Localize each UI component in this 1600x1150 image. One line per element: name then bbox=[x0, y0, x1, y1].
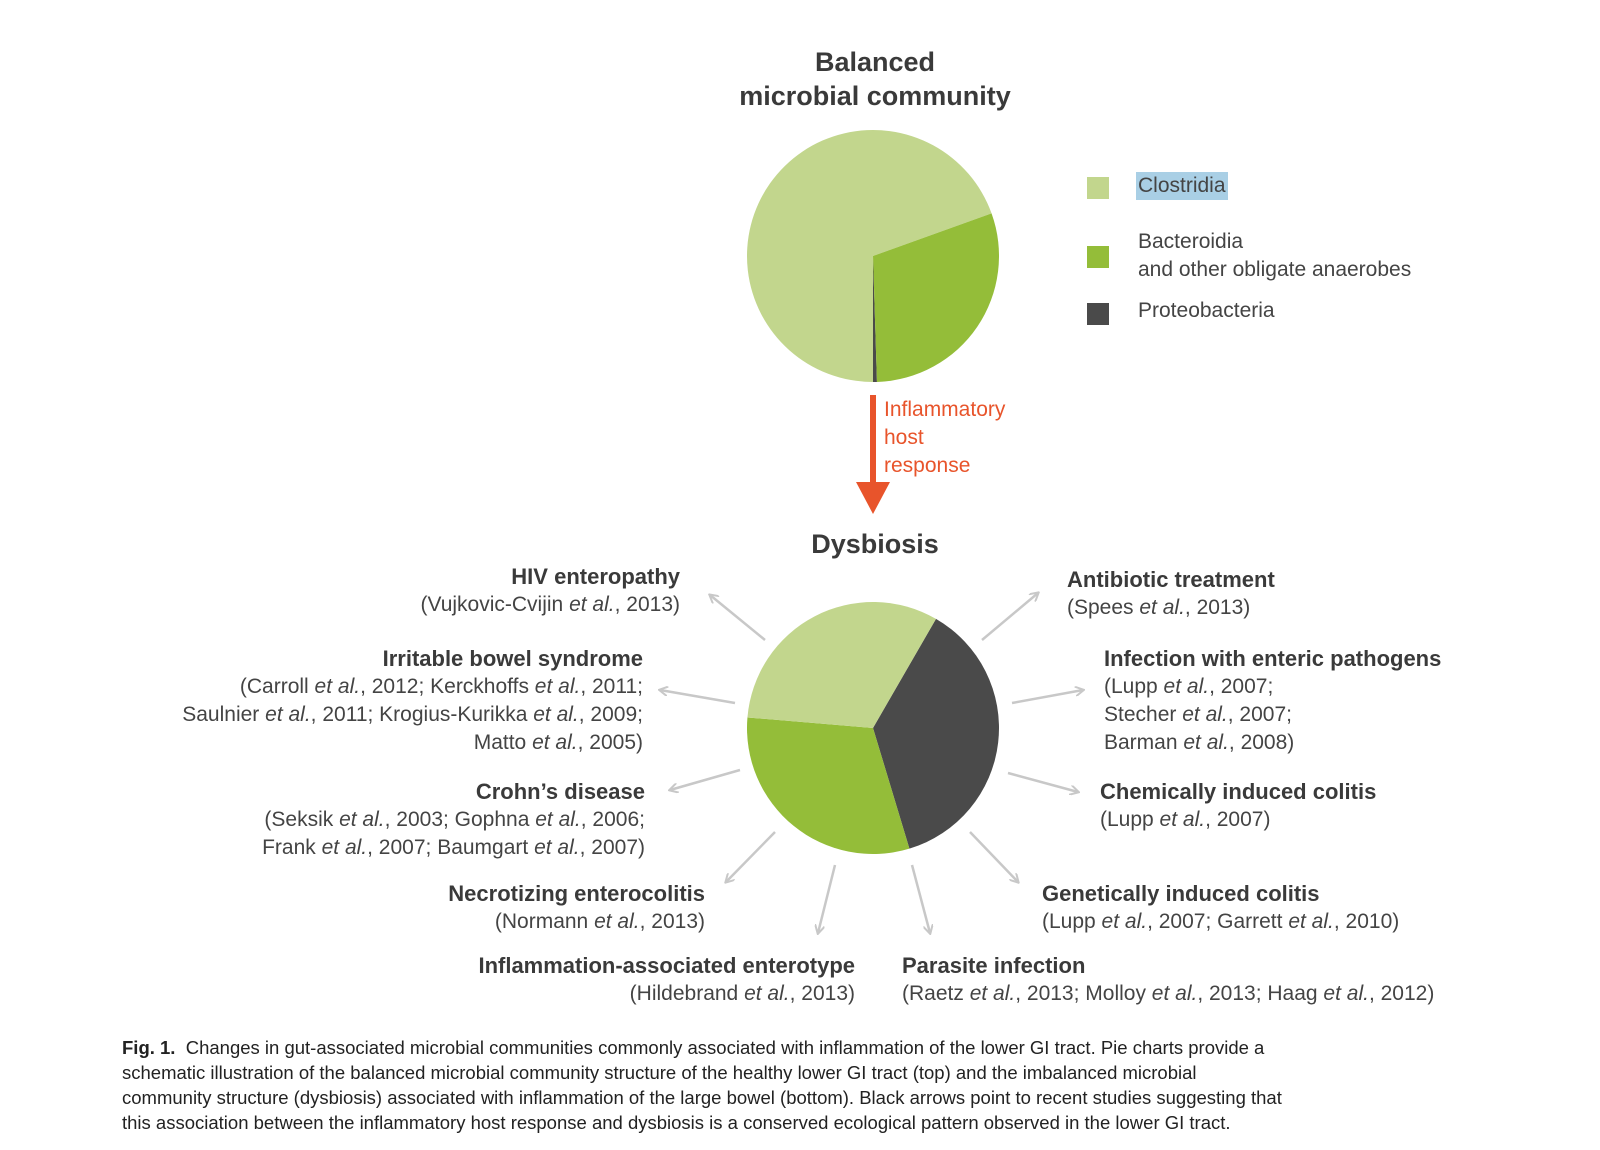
legend-item-bacteroidia bbox=[1087, 230, 1412, 284]
label-crohn bbox=[262, 778, 645, 862]
caption-label: Fig. 1. bbox=[122, 1037, 176, 1058]
legend-label-bacteroidia-line2: and other obligate anaerobes bbox=[1138, 258, 1412, 281]
label-ibs bbox=[182, 645, 643, 757]
legend-label-bacteroidia bbox=[1138, 228, 1411, 284]
ibs-ref-3: Matto et al., 2005) bbox=[473, 731, 643, 754]
arrow-crohn bbox=[670, 770, 740, 790]
legend-label-clostridia: Clostridia bbox=[1136, 172, 1228, 200]
label-chemical bbox=[1100, 778, 1376, 834]
balanced-pie-chart bbox=[747, 130, 999, 382]
dysbiosis-title: Dysbiosis bbox=[811, 529, 939, 559]
inflammatory-line1: Inflammatory bbox=[884, 398, 1006, 421]
arrow-nec bbox=[726, 832, 775, 882]
label-parasite bbox=[902, 952, 1434, 1008]
arrow-genetic bbox=[970, 832, 1018, 882]
hiv-title: HIV enteropathy bbox=[511, 564, 680, 589]
nec-title: Necrotizing enterocolitis bbox=[448, 881, 705, 906]
genetic-ref-1: (Lupp et al., 2007; Garrett et al., 2010) bbox=[1042, 910, 1400, 933]
caption-line-1 bbox=[122, 1035, 1542, 1060]
inflammatory-label bbox=[884, 396, 1005, 480]
balanced-title bbox=[700, 45, 1050, 113]
bacteroidia-swatch bbox=[1087, 246, 1109, 268]
legend-item-clostridia bbox=[1087, 174, 1228, 200]
inflammatory-line3: response bbox=[884, 454, 971, 477]
hiv-ref-1: (Vujkovic-Cvijin et al., 2013) bbox=[420, 593, 680, 616]
enterotype-ref-1: (Hildebrand et al., 2013) bbox=[629, 982, 855, 1005]
parasite-ref-1: (Raetz et al., 2013; Molloy et al., 2013; Haag et al., 2012) bbox=[902, 982, 1435, 1005]
crohn-ref-2: Frank et al., 2007; Baumgart et al., 2007) bbox=[262, 836, 645, 859]
proteobacteria-swatch bbox=[1087, 303, 1109, 325]
infection-ref-1: (Lupp et al., 2007; bbox=[1104, 675, 1274, 698]
antibiotic-title: Antibiotic treatment bbox=[1067, 567, 1275, 592]
infection-ref-3: Barman et al., 2008) bbox=[1104, 731, 1295, 754]
label-infection bbox=[1104, 645, 1441, 757]
arrow-enterotype bbox=[818, 865, 835, 933]
arrow-parasite bbox=[912, 865, 930, 933]
arrow-chemical bbox=[1008, 773, 1078, 792]
antibiotic-ref-1: (Spees et al., 2013) bbox=[1067, 596, 1251, 619]
caption-line-4: this association between the inflammatory host response and dysbiosis is a conserved ecological pattern observed in the lower GI tract. bbox=[122, 1112, 1231, 1133]
balanced-title-line1: Balanced bbox=[814, 47, 936, 77]
figure-caption bbox=[122, 1035, 1542, 1135]
label-genetic bbox=[1042, 880, 1399, 936]
infection-ref-2: Stecher et al., 2007; bbox=[1104, 703, 1292, 726]
arrow-ibs bbox=[660, 690, 735, 703]
nec-ref-1: (Normann et al., 2013) bbox=[494, 910, 705, 933]
ibs-ref-1: (Carroll et al., 2012; Kerckhoffs et al., 2011; bbox=[239, 675, 643, 698]
balanced-title-line2: microbial community bbox=[739, 81, 1011, 111]
label-hiv bbox=[420, 563, 680, 619]
parasite-title: Parasite infection bbox=[902, 953, 1086, 978]
legend-label-bacteroidia-line1: Bacteroidia bbox=[1138, 230, 1244, 253]
label-antibiotic bbox=[1067, 566, 1275, 622]
label-nec bbox=[448, 880, 705, 936]
ibs-ref-2: Saulnier et al., 2011; Krogius-Kurikka et al., 2009; bbox=[182, 703, 643, 726]
crohn-ref-1: (Seksik et al., 2003; Gophna et al., 2006; bbox=[264, 808, 645, 831]
dysbiosis-pie-chart bbox=[747, 602, 999, 854]
label-enterotype bbox=[478, 952, 855, 1008]
enterotype-title: Inflammation-associated enterotype bbox=[478, 953, 855, 978]
chemical-ref-1: (Lupp et al., 2007) bbox=[1100, 808, 1271, 831]
caption-text-1: Changes in gut-associated microbial communities commonly associated with inflammation of the lower GI tract. Pie charts provide a bbox=[185, 1037, 1265, 1058]
arrow-hiv bbox=[710, 595, 765, 640]
clostridia-swatch bbox=[1087, 177, 1109, 199]
infection-title: Infection with enteric pathogens bbox=[1104, 646, 1442, 671]
legend-item-proteobacteria bbox=[1087, 299, 1275, 325]
genetic-title: Genetically induced colitis bbox=[1042, 881, 1320, 906]
arrow-infection bbox=[1012, 690, 1083, 703]
crohn-title: Crohn’s disease bbox=[475, 779, 645, 804]
chemical-title: Chemically induced colitis bbox=[1100, 779, 1377, 804]
legend-label-proteobacteria: Proteobacteria bbox=[1138, 299, 1275, 322]
inflammatory-line2: host bbox=[884, 426, 924, 449]
caption-line-2: schematic illustration of the balanced microbial community structure of the healthy lower GI tract (top) and the imbalanced microbial bbox=[122, 1062, 1197, 1083]
caption-line-3: community structure (dysbiosis) associated with inflammation of the large bowel (bottom). Black arrows point to recent studies suggesting that bbox=[122, 1087, 1282, 1108]
ibs-title: Irritable bowel syndrome bbox=[382, 646, 643, 671]
arrow-antibiotic bbox=[982, 593, 1038, 640]
